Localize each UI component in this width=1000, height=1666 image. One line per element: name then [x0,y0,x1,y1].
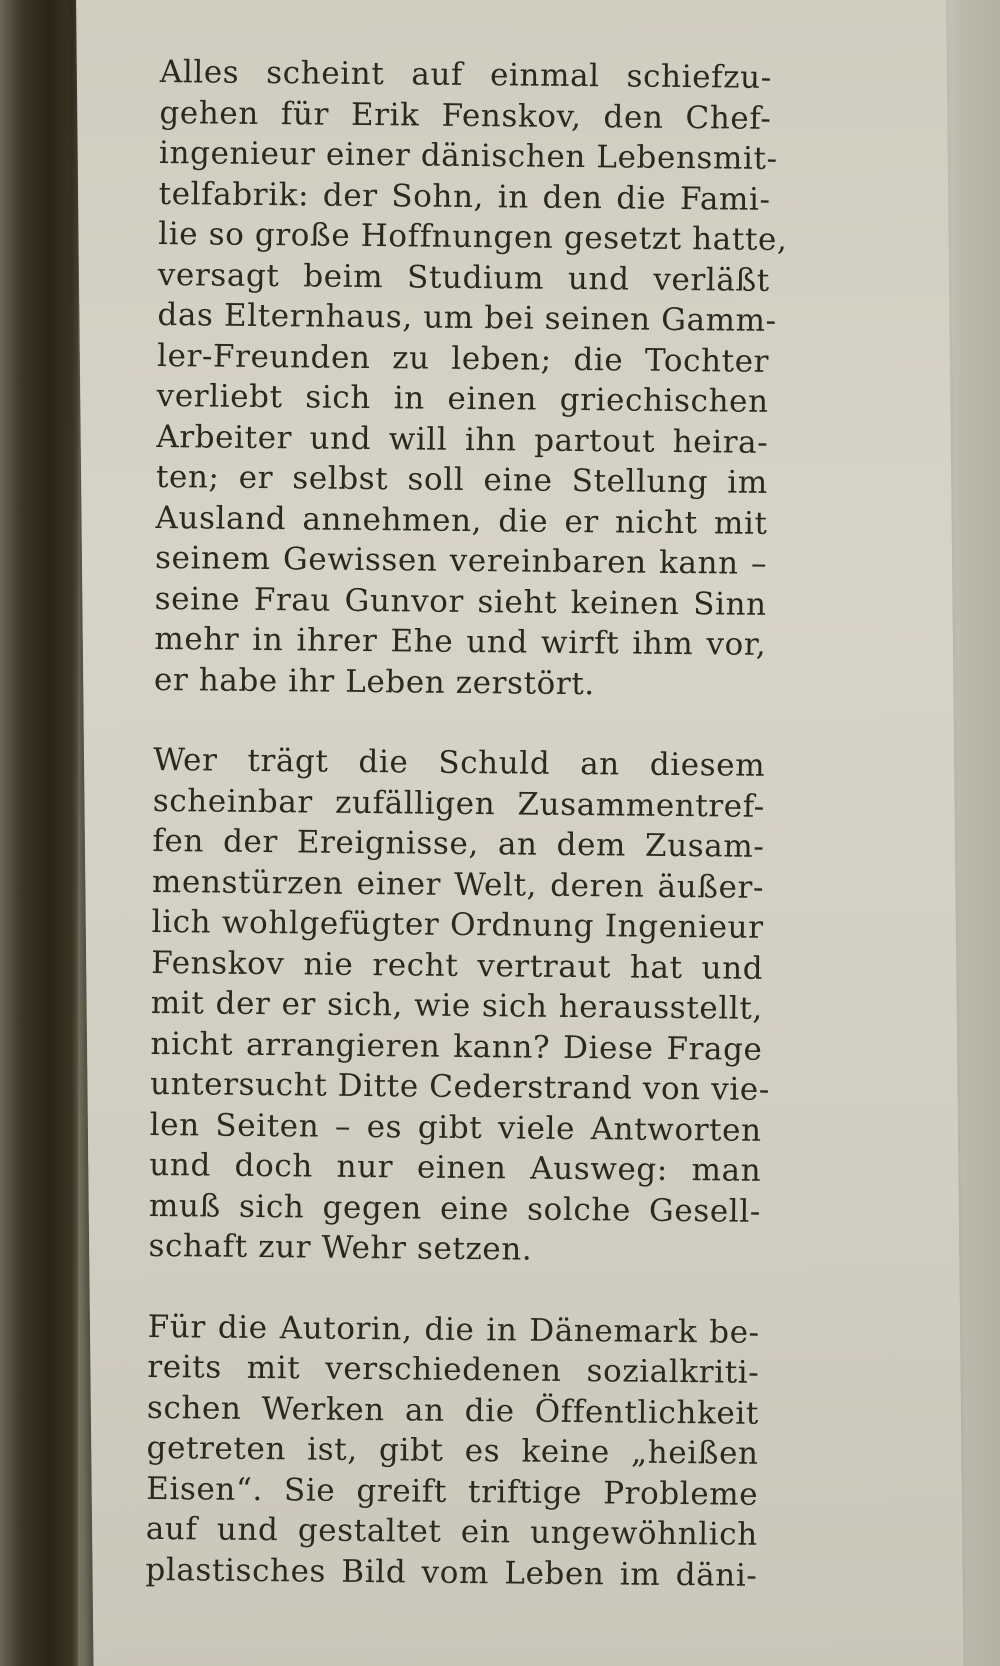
text-line: schaft zur Wehr setzen. [148,1227,533,1268]
text-line: Arbeiter und will ihn partout heira- [156,418,769,461]
text-line: Für die Autorin, die in Dänemark be- [147,1308,760,1351]
text-line: gehen für Erik Fenskov, den Chef- [159,94,772,137]
text-line: ten; er selbst soll eine Stellung im [155,458,769,501]
blurb-text-column [145,52,788,1636]
text-line: seine Frau Gunvor sieht keinen Sinn [154,580,767,623]
text-line: lie so große Hoffnungen gesetzt hatte, [158,215,788,259]
text-line: muß sich gegen eine solche Gesell- [148,1187,762,1230]
text-line: mehr in ihrer Ehe und wirft ihm vor, [154,620,767,663]
text-line: untersucht Ditte Cederstrand von vie- [149,1065,771,1108]
text-line: das Elternhaus, um bei seinen Gamm- [157,296,777,339]
text-line: plastisches Bild vom Leben im däni- [145,1551,758,1594]
text-line: menstürzen einer Welt, deren äußer- [151,863,765,906]
text-line: Eisen“. Sie greift triftige Probleme [146,1470,759,1513]
text-line: Ausland annehmen, die er nicht mit [155,499,768,542]
paragraph-2 [148,740,771,1272]
text-line: auf und gestaltet ein ungewöhnlich [145,1510,758,1553]
text-line: er habe ihr Leben zerstört. [153,661,596,702]
text-line: ingenieur einer dänischen Lebensmit- [158,134,778,177]
text-line: reits mit verschiedenen sozialkriti- [147,1348,760,1391]
text-line: verliebt sich in einen griechischen [156,377,769,420]
text-line: Alles scheint auf einmal schiefzu- [159,53,772,96]
text-line: seinem Gewissen vereinbaren kann – [154,539,768,582]
text-line: Fenskov nie recht vertraut hat und [151,944,764,987]
text-line: schen Werken an die Öffentlichkeit [146,1389,760,1432]
text-line: scheinbar zufälligen Zusammentref- [152,782,765,825]
paragraph-3 [145,1306,760,1595]
text-line: mit der er sich, wie sich herausstellt, [150,984,764,1027]
text-line: nicht arrangieren kann? Diese Frage [150,1025,763,1068]
text-line: telfabrik: der Sohn, in den die Fami- [158,175,771,218]
text-line: und doch nur einen Ausweg: man [149,1146,762,1189]
text-line: fen der Ereignisse, an dem Zusam- [152,822,765,865]
text-line: Wer trägt die Schuld an diesem [153,741,766,784]
book-spine [0,0,78,1666]
text-line: getreten ist, gibt es keine „heißen [146,1429,759,1472]
text-line: ler-Freunden zu leben; die Tochter [156,337,770,380]
text-line: len Seiten – es gibt viele Antworten [149,1106,762,1149]
text-line: lich wohlgefügter Ordnung Ingenieur [151,903,764,946]
paragraph-1 [153,52,788,706]
text-line: versagt beim Studium und verläßt [157,256,771,299]
